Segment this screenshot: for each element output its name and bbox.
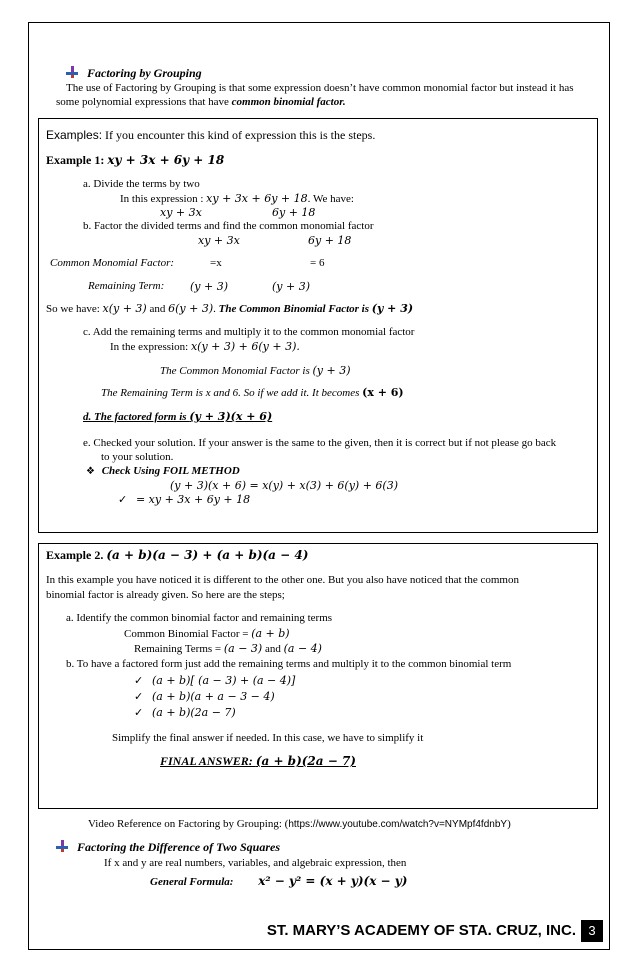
- remaining-terms-row: Remaining Terms = (a − 3) and (a − 4): [134, 642, 322, 655]
- foil-line2-row: ✓ = xy + 3x + 6y + 18: [118, 493, 251, 506]
- rt-label: Remaining Term:: [88, 280, 165, 292]
- check-row-1: ✓ (a + b)[ (a − 3) + (a − 4)]: [134, 674, 296, 687]
- cmf-6: = 6: [310, 257, 325, 269]
- ex1-step-c: c. Add the remaining terms and multiply it to the common monomial factor: [83, 326, 415, 338]
- difference-heading-row: [56, 840, 280, 855]
- ex1-step-d: d. The factored form is (y + 3)(x + 6): [83, 410, 273, 423]
- grouping-intro-line1: The use of Factoring by Grouping is that some expression doesn’t have common monomial factor but instead it has: [66, 82, 574, 94]
- ex1-step-e-line2: to your solution.: [101, 451, 174, 463]
- cmf-is: The Common Monomial Factor is (y + 3): [160, 364, 351, 377]
- checkmark-icon: ✓: [134, 707, 144, 719]
- checkmark-icon: ✓: [134, 691, 144, 703]
- check-row-3: ✓ (a + b)(2a − 7): [134, 706, 236, 719]
- ex1-step-b-left: xy + 3x: [198, 234, 240, 247]
- page-number: 3: [581, 920, 603, 942]
- ex1-step-b-right: 6y + 18: [308, 234, 352, 247]
- diamond-bullet-icon: ❖: [86, 466, 95, 477]
- school-name: ST. MARY’S ACADEMY OF STA. CRUZ, INC.: [266, 922, 576, 939]
- ex1-step-a-sub: In this expression : xy + 3x + 6y + 18. We have:: [120, 192, 354, 205]
- example1-title: Example 1: xy + 3x + 6y + 18: [46, 153, 225, 167]
- difference-line: If x and y are real numbers, variables, and algebraic expression, then: [104, 857, 407, 869]
- ex1-step-e-line1: e. Checked your solution. If your answer is the same to the given, then it is correct but if not please go back: [83, 437, 557, 449]
- checkmark-icon: ✓: [134, 675, 144, 687]
- ex2-para-line1: In this example you have noticed it is different to the other one. But you also have noticed that the common: [46, 574, 519, 586]
- simplify-text: Simplify the final answer if needed. In this case, we have to simplify it: [112, 732, 424, 744]
- difference-heading: Factoring the Difference of Two Squares: [77, 840, 280, 854]
- cmf-x: =x: [210, 257, 222, 269]
- check-row-2: ✓ (a + b)(a + a − 3 − 4): [134, 690, 275, 703]
- arrow-bullet-icon: [66, 66, 78, 78]
- final-answer: FINAL ANSWER: (a + b)(2a − 7): [160, 754, 356, 768]
- rt-2: (y + 3): [272, 280, 311, 293]
- foil-row: ❖ Check Using FOIL METHOD: [86, 465, 240, 477]
- grouping-heading-row: [66, 66, 202, 81]
- ex1-step-a: a. Divide the terms by two: [83, 178, 200, 190]
- foil-line1: (y + 3)(x + 6) = x(y) + x(3) + 6(y) + 6(3): [170, 479, 399, 492]
- cbf-row: Common Binomial Factor = (a + b): [124, 627, 290, 640]
- video-link[interactable]: https://www.youtube.com/watch?v=NYMpf4fdnbY: [288, 819, 508, 830]
- so-we-have: So we have: x(y + 3) and 6(y + 3). The Common Binomial Factor is (y + 3): [46, 302, 414, 315]
- video-reference: Video Reference on Factoring by Grouping: (https://www.youtube.com/watch?v=NYMpf4fdnbY): [88, 818, 511, 830]
- ex1-step-a-left: xy + 3x: [160, 206, 202, 219]
- general-formula-row: General Formula: x² − y² = (x + y)(x − y): [150, 874, 408, 888]
- arrow-bullet-icon: [56, 840, 68, 852]
- checkmark-icon: ✓: [118, 494, 128, 506]
- ex2-step-b: b. To have a factored form just add the remaining terms and multiply it to the common binomial term: [66, 658, 512, 670]
- rt-1: (y + 3): [190, 280, 229, 293]
- ex1-step-b: b. Factor the divided terms and find the common monomial factor: [83, 220, 374, 232]
- cmf-label: Common Monomial Factor:: [50, 257, 175, 269]
- ex1-step-c-sub: In the expression: x(y + 3) + 6(y + 3).: [110, 340, 300, 353]
- examples-intro: Examples: If you encounter this kind of expression this is the steps.: [46, 128, 376, 142]
- ex1-step-a-right: 6y + 18: [272, 206, 316, 219]
- grouping-intro-line2: some polynomial expressions that have common binomial factor.: [56, 96, 346, 108]
- ex2-step-a: a. Identify the common binomial factor and remaining terms: [66, 612, 333, 624]
- remaining-is: The Remaining Term is x and 6. So if we add it. It becomes (x + 6): [101, 386, 404, 399]
- grouping-heading: Factoring by Grouping: [87, 66, 202, 80]
- example2-title: Example 2. (a + b)(a − 3) + (a + b)(a − 4): [46, 548, 309, 562]
- ex2-para-line2: binomial factor is already given. So here are the steps;: [46, 589, 285, 601]
